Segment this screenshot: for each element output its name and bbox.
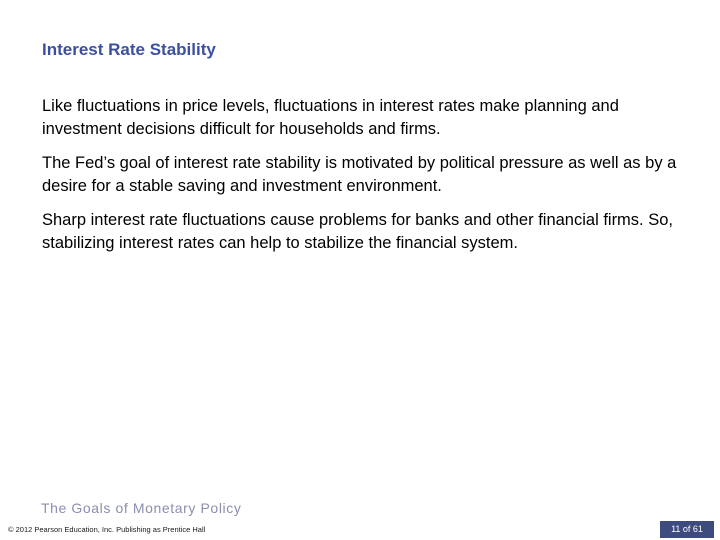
slide-body — [42, 95, 682, 266]
page-number-badge: 11 of 61 — [660, 521, 714, 538]
paragraph-fed-goal: The Fed’s goal of interest rate stability is motivated by political pressure as well as by a desire for a stable saving and investment environment. — [42, 154, 677, 195]
footer-section-title: The Goals of Monetary Policy — [41, 500, 242, 516]
slide-title: Interest Rate Stability — [42, 40, 216, 59]
paragraph-price-fluctuations: Like fluctuations in price levels, fluctuations in interest rates make planning and investment decisions difficult for households and firms. — [42, 97, 619, 138]
copyright-notice: © 2012 Pearson Education, Inc. Publishing as Prentice Hall — [8, 525, 206, 534]
paragraph-financial-system: Sharp interest rate fluctuations cause problems for banks and other financial firms. So, stabilizing interest rates can help to stabilize the financial system. — [42, 211, 673, 252]
